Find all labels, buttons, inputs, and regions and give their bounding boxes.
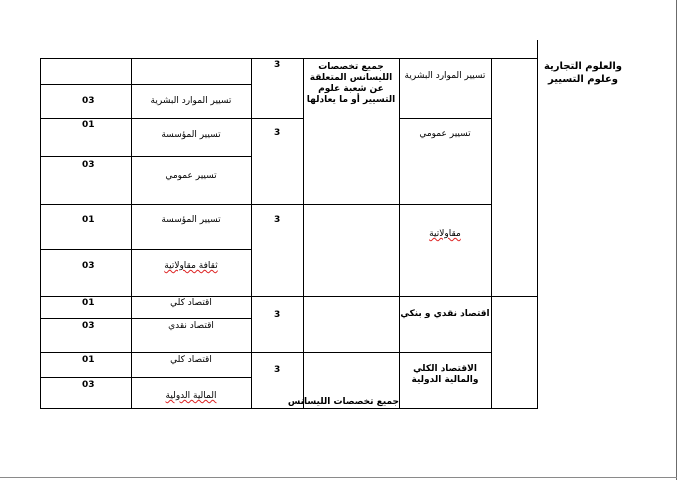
row-divider — [251, 352, 303, 353]
row-divider — [40, 84, 251, 85]
coefficient-cell: 01 — [82, 298, 95, 308]
coefficient-cell: 01 — [82, 215, 95, 225]
row-divider — [40, 296, 251, 297]
row-divider — [40, 318, 251, 319]
page-right-edge — [676, 0, 677, 480]
row-divider — [399, 204, 491, 205]
unit-cell-text: المالية الدولية — [165, 391, 217, 401]
table-top-border — [40, 58, 537, 59]
unit-cell: تسيير المؤسسة — [161, 130, 221, 140]
coefficient-cell: 03 — [82, 321, 95, 331]
row-divider — [251, 296, 303, 297]
unit-cell: تسيير عمومي — [165, 171, 217, 181]
coefficient-cell: 03 — [82, 261, 95, 271]
speciality-cell-text: مقاولاتية — [429, 229, 461, 239]
unit-cell: اقتصاد كلي — [170, 355, 212, 365]
column-divider — [491, 58, 492, 409]
row-divider — [399, 296, 491, 297]
credit-cell: 3 — [274, 310, 281, 320]
row-divider — [40, 352, 251, 353]
unit-cell: اقتصاد نقدي — [168, 321, 214, 331]
credit-cell: 3 — [274, 128, 281, 138]
unit-cell: اقتصاد كلي — [170, 298, 212, 308]
credit-cell: 3 — [274, 215, 281, 225]
credit-cell: 3 — [274, 60, 281, 70]
speciality-cell: الاقتصاد الكلي والمالية الدولية — [411, 364, 479, 385]
unit-cell — [131, 261, 251, 272]
unit-cell: تسيير المؤسسة — [161, 215, 221, 225]
column-divider — [251, 58, 252, 409]
speciality-cell: اقتصاد نقدي و بنكي — [400, 309, 490, 319]
unit-cell-text: ثقافة مقاولاتية — [164, 261, 218, 271]
speciality-cell: تسيير الموارد البشرية — [404, 71, 486, 81]
row-divider — [40, 156, 251, 157]
unit-cell — [131, 391, 251, 402]
row-divider — [40, 249, 251, 250]
coefficient-cell: 01 — [82, 120, 95, 130]
row-divider — [40, 204, 251, 205]
row-divider — [40, 118, 251, 119]
prerequisite-cell: جميع تخصصات الليسانس — [287, 397, 399, 407]
speciality-cell — [399, 229, 491, 240]
coefficient-cell: 01 — [82, 355, 95, 365]
row-divider — [399, 352, 491, 353]
row-divider — [399, 118, 491, 119]
row-divider — [303, 352, 399, 353]
credit-cell: 3 — [274, 365, 281, 375]
prerequisite-cell: جميع تخصصات الليسانس المتعلقة عن شعبة علوم التسيير أو ما يعادلها — [306, 62, 396, 105]
coefficient-cell: 03 — [82, 380, 95, 390]
table-bottom-border — [40, 408, 537, 409]
column-divider — [303, 58, 304, 409]
row-divider — [251, 118, 303, 119]
unit-cell: تسيير الموارد البشرية — [150, 96, 232, 106]
row-divider — [251, 204, 303, 205]
speciality-cell: تسيير عمومي — [419, 129, 471, 139]
row-divider — [303, 296, 399, 297]
row-divider — [491, 296, 537, 297]
row-divider — [303, 204, 399, 205]
page-bottom-edge — [0, 477, 677, 478]
coefficient-cell: 03 — [82, 160, 95, 170]
coefficient-cell: 03 — [82, 96, 95, 106]
table-left-border — [40, 58, 41, 409]
field-cell: والعلوم التجارية وعلوم التسيير — [543, 61, 622, 85]
row-divider — [40, 377, 251, 378]
table-right-border — [537, 40, 538, 409]
